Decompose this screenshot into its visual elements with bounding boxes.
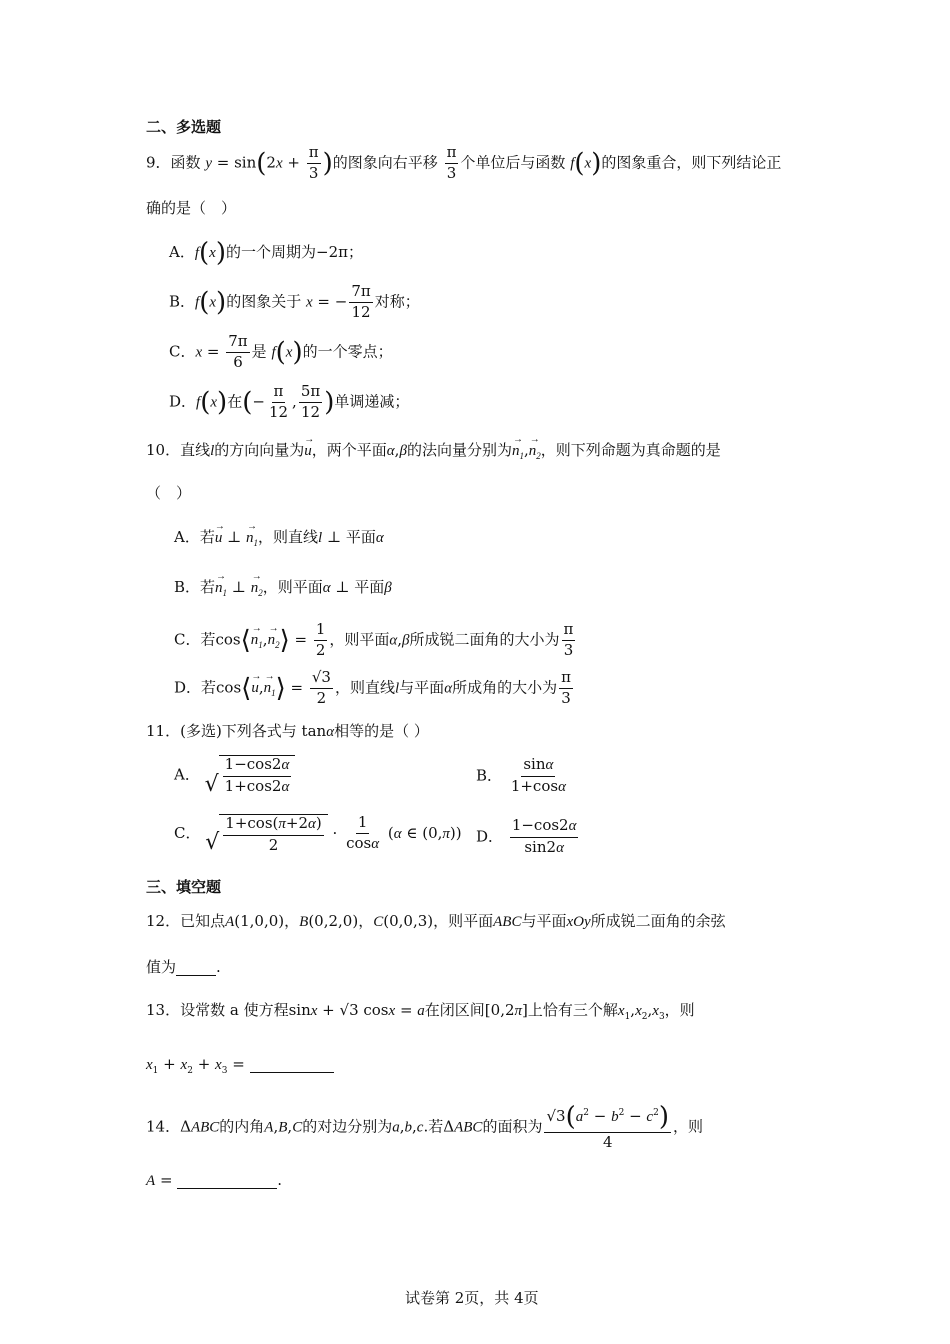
- question-13-number: 13．设常数 a 使方程: [146, 1001, 289, 1019]
- question-10-line2: （ ）: [146, 484, 192, 502]
- question-12-line2: 值为 .: [146, 958, 221, 976]
- answer-blank-14[interactable]: [177, 1173, 277, 1189]
- question-9-option-c: C．x = $\frac{7\pi}{6}$ 是 f(x)的一个零点；: [169, 332, 393, 371]
- question-14-line1: 14．ΔABC的内角A,B,C的对边分别为a,b,c.若ΔABC的面积为 $\frac{√3(a^2 - b^2 - c^2)}{4}$ ，则: [146, 1102, 703, 1151]
- question-11-option-c: C． √ $\frac{1+\cos(\pi+2\alpha)}{2}$ · $\frac{1}{\cos\alpha}$ (α ∈ (0,π)): [174, 813, 462, 855]
- question-9-line1: 9．函数 y = sin(2x + $\frac{\pi}{3}$ )的图象向右平移 $\frac{\pi}{3}$ 个单位后与函数 f(x)的图象重合，则下列结论正: [146, 143, 782, 182]
- section-heading-fill-in: 三、填空题: [146, 878, 222, 896]
- question-10-line1: 10．直线l的方向向量为→ u，两个平面α,β的法向量分别为→ $n_1,\to n_2$，则下列命题为真命题的是: [146, 443, 721, 461]
- question-9-option-b: B．f(x)的图象关于 x = − $\frac{7\pi}{12}$ 对称；: [169, 282, 420, 321]
- question-10-option-a: A．若→ u ⊥ → $n_1$，则直线l ⊥ 平面α: [174, 530, 384, 548]
- question-10-option-d: D．若cos⟨→ $u,\to n_1⟩$ = $\frac{√3}{2}$ ，则直线l与平面α所成角的大小为 $\frac{\pi}{3}$: [174, 670, 575, 707]
- question-14-line2: A = .: [146, 1171, 283, 1189]
- answer-blank-12[interactable]: [176, 960, 216, 976]
- question-11-option-b: B． $\frac{\sin\alpha}{1+\cos\alpha}$: [476, 755, 566, 795]
- section-heading-multiple-choice: 二、多选题: [146, 118, 222, 136]
- question-11-option-a: A． √ $\frac{1-\cos 2\alpha}{1+\cos 2\alpha}$: [174, 755, 295, 796]
- question-10-number: 10．直线: [146, 441, 211, 459]
- question-13-line2: $x_1 + x_2 + x_3$ =: [146, 1057, 334, 1076]
- question-11-number: 11．(多选)下列各式与 tan: [146, 722, 327, 740]
- question-9-option-d: D．f(x)在(− $\frac{\pi}{12}$ , $\frac{5\pi}{12}$ )单调递减；: [169, 382, 410, 421]
- question-13-line1: 13．设常数 a 使方程sinx + √3 cosx = a在闭区间[0,2π]上恰有三个解$x_1,x_2,x_3$，则: [146, 1001, 695, 1022]
- question-9-line2: 确的是（ ）: [146, 199, 237, 217]
- question-10-option-c: C．若cos⟨→ $n_1,\to$ $n_2⟩$ = $\frac{1}{2}$ ，则平面α,β所成锐二面角的大小为 $\frac{\pi}{3}$: [174, 622, 577, 659]
- question-9-number: 9．函数: [146, 153, 201, 172]
- page-footer: 试卷第 2页，共 4页: [405, 1289, 539, 1307]
- question-10-option-b: B．若→ $n_1$ ⊥ → $n_2$，则平面α ⊥ 平面β: [174, 580, 392, 598]
- question-12-line1: 12．已知点A(1,0,0)，B(0,2,0)，C(0,0,3)，则平面ABC与平面xOy所成锐二面角的余弦: [146, 912, 726, 930]
- question-14-number: 14．: [146, 1117, 181, 1136]
- question-9-option-a: A．f(x)的一个周期为−2π；: [169, 238, 363, 268]
- question-11-option-d: D． $\frac{1-\cos 2\alpha}{\sin 2\alpha}$: [476, 816, 577, 856]
- question-12-number: 12．已知点: [146, 912, 226, 930]
- question-11-line1: 11．(多选)下列各式与 tanα相等的是（ ）: [146, 722, 429, 740]
- answer-blank-13[interactable]: [250, 1057, 334, 1073]
